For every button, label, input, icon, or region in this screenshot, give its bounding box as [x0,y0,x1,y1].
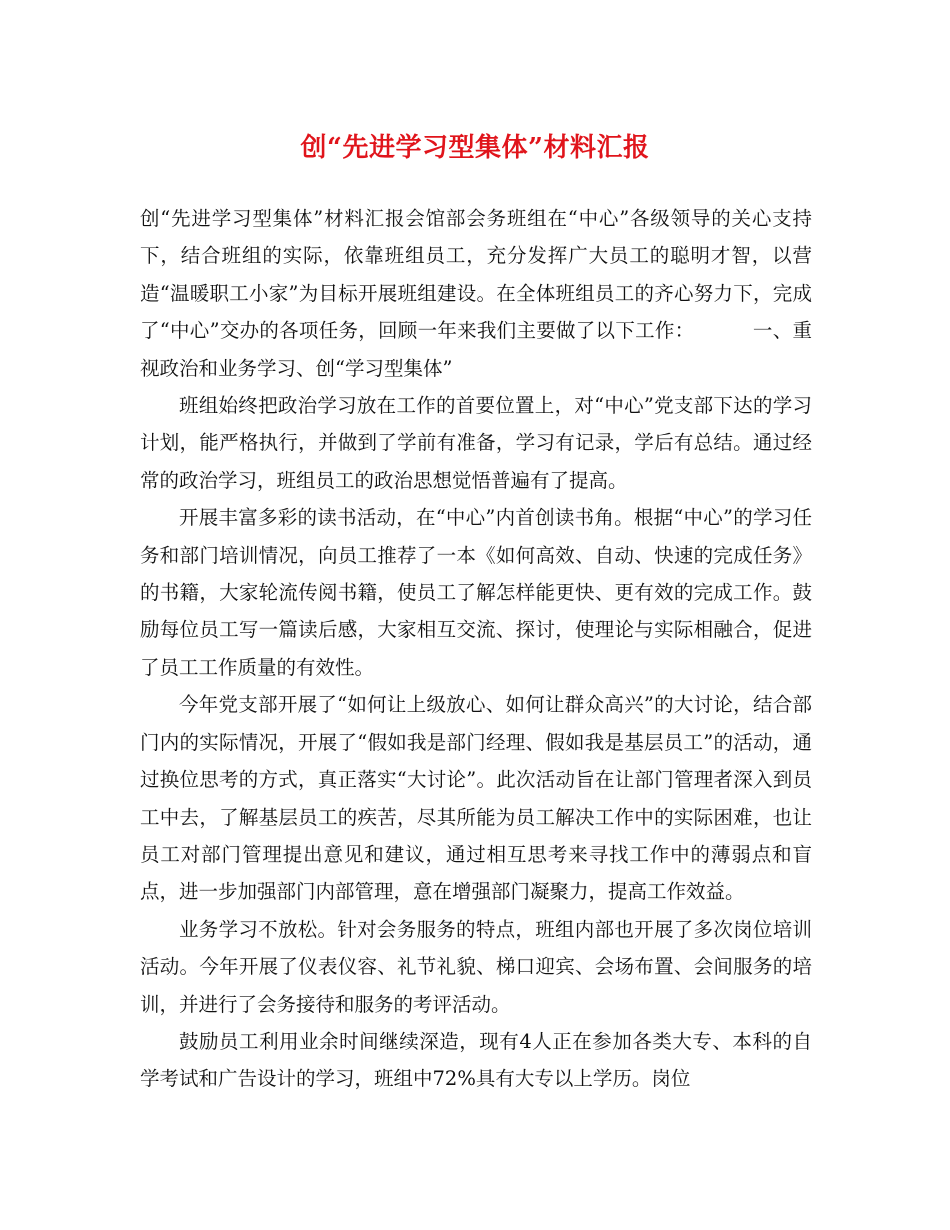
paragraph-reading-activity: 开展丰富多彩的读书活动，在“中心”内首创读书角。根据“中心”的学习任务和部门培训情况，向员工推荐了一本《如何高效、自动、快速的完成任务》的书籍，大家轮流传阅书籍，使员工了解怎样能更快、更有效的完成工作。鼓励每位员工写一篇读后感，大家相互交流、探讨，使理论与实际相融合，促进了员工工作质量的有效性。 [140,506,812,679]
document-title: 创“先进学习型集体”材料汇报 [300,133,650,163]
section-heading: 一、重视政治和业务学习、创“学习型集体” [140,319,812,380]
document-body [140,200,812,1098]
paragraph-political-study: 班组始终把政治学习放在工作的首要位置上，对“中心”党支部下达的学习计划，能严格执行，并做到了学前有准备，学习有记录，学后有总结。通过经常的政治学习，班组员工的政治思想觉悟普遍有了提高。 [140,394,812,492]
intro-text: 创“先进学习型集体”材料汇报会馆部会务班组在“中心”各级领导的关心支持下，结合班组的实际，依靠班组员工，充分发挥广大员工的聪明才智，以营造“温暖职工小家”为目标开展班组建设。在全体班组员工的齐心努力下，完成了“中心”交办的各项任务，回顾一年来我们主要做了以下工作： [140,207,812,343]
paragraph-further-study: 鼓励员工利用业余时间继续深造，现有4人正在参加各类大专、本科的自学考试和广告设计的学习，班组中72%具有大专以上学历。岗位 [140,1029,812,1091]
intro-paragraph [140,200,812,387]
paragraph-discussion: 今年党支部开展了“如何让上级放心、如何让群众高兴”的大讨论，结合部门内的实际情况，开展了“假如我是部门经理、假如我是基层员工”的活动，通过换位思考的方式，真正落实“大讨论”。此次活动旨在让部门管理者深入到员工中去，了解基层员工的疾苦，尽其所能为员工解决工作中的实际困难，也让员工对部门管理提出意见和建议，通过相互思考来寻找工作中的薄弱点和盲点，进一步加强部门内部管理，意在增强部门凝聚力，提高工作效益。 [140,693,812,904]
paragraph-business-study: 业务学习不放松。针对会务服务的特点，班组内部也开展了多次岗位培训活动。今年开展了仪表仪容、礼节礼貌、梯口迎宾、会场布置、会间服务的培训，并进行了会务接待和服务的考评活动。 [140,917,812,1016]
